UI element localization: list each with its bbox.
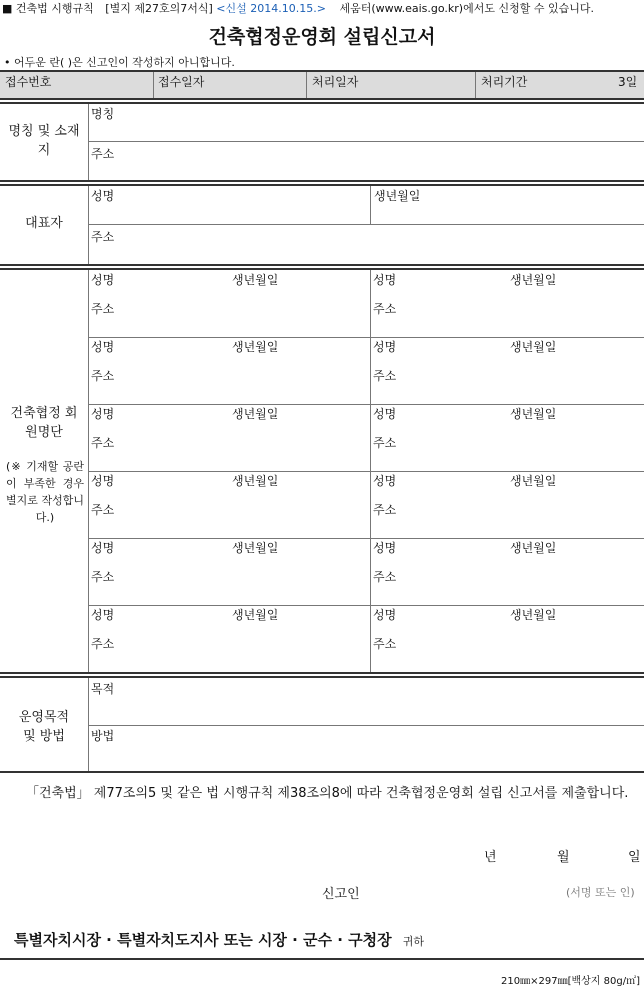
section-members-label <box>0 404 88 442</box>
divider <box>88 538 644 539</box>
member-birth-label: 생년월일 <box>510 407 557 421</box>
member-address-label: 주소 <box>373 637 397 651</box>
date-year-label: 년 <box>484 850 497 865</box>
recipient <box>14 929 424 950</box>
member-address-label: 주소 <box>373 570 397 584</box>
member-address-label: 주소 <box>91 436 115 450</box>
member-birth-label: 생년월일 <box>510 541 557 555</box>
member-name-label: 성명 <box>91 273 115 287</box>
member-name-label: 성명 <box>91 340 115 354</box>
divider <box>0 672 644 674</box>
divider <box>0 184 644 186</box>
member-address-label: 주소 <box>91 302 115 316</box>
recipient-name: 특별자치시장 · 특별자치도지사 또는 시장 · 군수 · 구청장 <box>14 931 392 949</box>
section-purpose-label: 운영목적 및 방법 <box>18 710 70 744</box>
header-law: 건축법 시행규칙 <box>15 2 94 15</box>
divider <box>0 98 644 100</box>
members-label-main: 건축협정 회원명단 <box>10 406 78 440</box>
member-name-label: 성명 <box>91 608 115 622</box>
divider <box>0 676 644 678</box>
member-address-label: 주소 <box>373 369 397 383</box>
applicant-label: 신고인 <box>322 887 360 902</box>
member-address-label: 주소 <box>91 503 115 517</box>
divider <box>88 471 644 472</box>
member-name-label: 성명 <box>373 273 397 287</box>
divider <box>0 268 644 270</box>
member-birth-label: 생년월일 <box>232 541 279 555</box>
field-name-label: 명칭 <box>91 107 115 121</box>
member-address-label: 주소 <box>91 570 115 584</box>
divider <box>0 180 644 182</box>
divider <box>0 771 644 773</box>
member-name-label: 성명 <box>373 407 397 421</box>
member-address-label: 주소 <box>91 637 115 651</box>
member-name-label: 성명 <box>373 474 397 488</box>
rep-birth-label: 생년월일 <box>374 189 421 203</box>
divider <box>88 224 644 225</box>
receipt-number-label: 접수번호 <box>5 75 52 89</box>
receipt-date-label: 접수일자 <box>158 75 205 89</box>
divider <box>0 102 644 104</box>
declaration-text: 「건축법」 제77조의5 및 같은 법 시행규칙 제38조의8에 따라 건축협정운영회 설립 신고서를 제출합니다. <box>26 786 629 801</box>
form-header <box>2 0 594 16</box>
divider <box>88 605 644 606</box>
header-revision: <신설 2014.10.15.> <box>216 2 326 15</box>
member-birth-label: 생년월일 <box>232 340 279 354</box>
header-form-no: [별지 제27호의7서식] <box>105 2 213 15</box>
divider <box>88 141 644 142</box>
member-name-label: 성명 <box>373 340 397 354</box>
member-address-label: 주소 <box>373 436 397 450</box>
section-name-label: 명칭 및 소재지 <box>8 124 80 158</box>
divider <box>0 264 644 266</box>
member-birth-label: 생년월일 <box>232 474 279 488</box>
member-name-label: 성명 <box>373 608 397 622</box>
signature-hint: (서명 또는 인) <box>566 886 635 899</box>
member-address-label: 주소 <box>373 302 397 316</box>
member-birth-label: 생년월일 <box>232 608 279 622</box>
method-label: 방법 <box>91 729 115 743</box>
purpose-label: 목적 <box>91 682 115 696</box>
divider <box>0 958 644 960</box>
date-month-label: 월 <box>557 850 570 865</box>
recipient-suffix: 귀하 <box>402 935 425 948</box>
member-birth-label: 생년월일 <box>510 273 557 287</box>
member-address-label: 주소 <box>91 369 115 383</box>
members-overflow-note: (※ 기재할 공란이 부족한 경우 별지로 작성합니다.) <box>6 460 84 524</box>
rep-address-label: 주소 <box>91 230 115 244</box>
divider <box>88 104 89 180</box>
divider <box>88 725 644 726</box>
divider <box>153 72 154 98</box>
divider <box>88 186 89 264</box>
processing-period-value: 3일 <box>618 75 638 89</box>
member-name-label: 성명 <box>373 541 397 555</box>
member-birth-label: 생년월일 <box>232 407 279 421</box>
member-birth-label: 생년월일 <box>232 273 279 287</box>
document-title: 건축협정운영회 설립신고서 <box>208 26 436 48</box>
paper-spec: 210㎜×297㎜[백상지 80g/㎡] <box>501 976 640 987</box>
shaded-field-note <box>4 54 235 70</box>
date-day-label: 일 <box>628 850 641 865</box>
processed-date-label: 처리일자 <box>312 75 359 89</box>
divider <box>370 186 371 224</box>
rep-name-label: 성명 <box>91 189 115 203</box>
header-marker: ■ <box>2 2 13 15</box>
member-birth-label: 생년월일 <box>510 474 557 488</box>
member-birth-label: 생년월일 <box>510 340 557 354</box>
divider <box>475 72 476 98</box>
section-rep-label: 대표자 <box>25 216 63 231</box>
divider <box>88 404 644 405</box>
member-name-label: 성명 <box>91 407 115 421</box>
processing-period-label: 처리기간 <box>481 75 528 89</box>
shaded-field-note-text: • 어두운 란( )은 신고인이 작성하지 아니합니다. <box>4 56 235 69</box>
field-address-label: 주소 <box>91 147 115 161</box>
header-online-note: 세움터(www.eais.go.kr)에서도 신청할 수 있습니다. <box>339 2 594 15</box>
divider <box>306 72 307 98</box>
member-address-label: 주소 <box>373 503 397 517</box>
member-name-label: 성명 <box>91 541 115 555</box>
member-birth-label: 생년월일 <box>510 608 557 622</box>
divider <box>88 337 644 338</box>
member-name-label: 성명 <box>91 474 115 488</box>
